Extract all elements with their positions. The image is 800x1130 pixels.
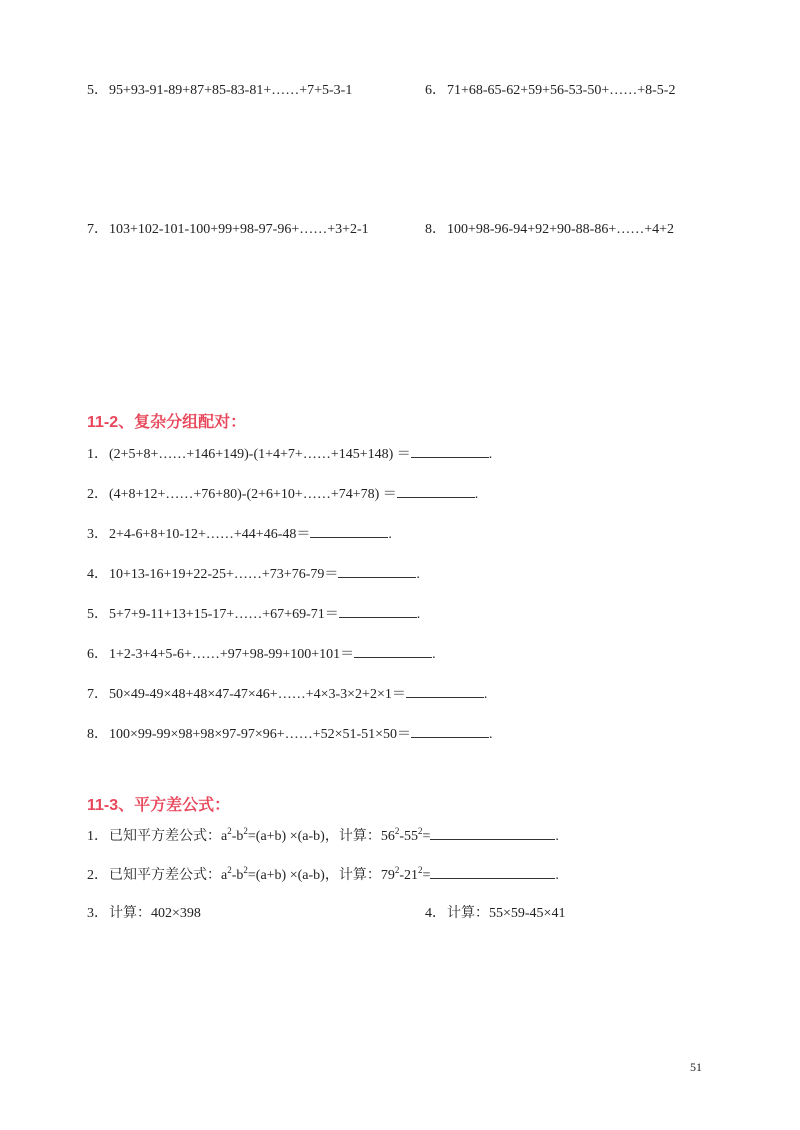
problem-text: (4+8+12+……+76+80)-(2+6+10+……+74+78) ＝ (109, 487, 397, 502)
problem-number: 6． (87, 647, 108, 662)
problem-number: 2． (87, 487, 108, 502)
problem-text: 100×99-99×98+98×97-97×96+……+52×51-51×50＝ (109, 727, 412, 742)
problem-text: 50×49-49×48+48×47-47×46+……+4×3-3×2+2×1＝ (109, 687, 406, 702)
formula-rest: =(a+b) ×(a-b)，计算： (247, 829, 381, 844)
end-mark: . (489, 727, 493, 742)
problem-number: 6． (425, 83, 446, 98)
problem-7 (87, 221, 369, 239)
answer-blank[interactable] (310, 523, 388, 538)
problem-prefix: 已知平方差公式： (109, 868, 221, 883)
exponent: 2 (243, 826, 248, 836)
end-mark: . (488, 447, 493, 462)
end-mark: . (483, 687, 488, 702)
end-mark: . (416, 607, 421, 622)
calc-a: 56 (380, 829, 395, 844)
problem-number: 7． (87, 687, 108, 702)
problem-text: 71+68-65-62+59+56-53-50+……+8-5-2 (447, 83, 676, 98)
exponent: 2 (227, 826, 232, 836)
formula-a: a (221, 829, 228, 844)
problem-number: 8． (425, 222, 446, 237)
s2-problem-5 (87, 603, 420, 624)
exponent: 2 (418, 826, 423, 836)
s2-problem-6 (87, 643, 436, 664)
problem-6 (425, 82, 675, 100)
answer-blank[interactable] (411, 443, 489, 458)
exponent: 2 (243, 865, 248, 875)
s2-problem-3 (87, 523, 392, 544)
equals: = (422, 868, 431, 883)
end-mark: . (555, 868, 559, 883)
problem-number: 5． (87, 83, 108, 98)
answer-blank[interactable] (354, 643, 432, 658)
problem-8 (425, 221, 674, 239)
end-mark: . (474, 487, 479, 502)
problem-number: 4． (425, 906, 446, 921)
calc-b: -55 (399, 829, 418, 844)
problem-number: 3． (87, 527, 108, 542)
problem-text: 100+98-96-94+92+90-88-86+……+4+2 (447, 222, 675, 237)
formula-rest: =(a+b) ×(a-b)，计算： (247, 868, 381, 883)
exponent: 2 (418, 865, 423, 875)
s3-problem-4 (425, 905, 565, 923)
formula-a: a (221, 868, 228, 883)
problem-text: 2+4-6+8+10-12+……+44+46-48＝ (109, 527, 311, 542)
end-mark: . (432, 647, 436, 662)
equals: = (422, 829, 431, 844)
s3-problem-3 (87, 905, 201, 923)
exponent: 2 (227, 865, 232, 875)
problem-number: 1． (87, 447, 108, 462)
end-mark: . (555, 829, 559, 844)
problem-text: 103+102-101-100+99+98-97-96+……+3+2-1 (109, 222, 369, 237)
problem-number: 3． (87, 906, 108, 921)
answer-blank[interactable] (338, 563, 416, 578)
s2-problem-7 (87, 683, 487, 704)
s2-problem-8 (87, 723, 493, 744)
answer-blank[interactable] (430, 825, 555, 840)
problem-text: 5+7+9-11+13+15-17+……+67+69-71＝ (109, 607, 339, 622)
formula-b: -b (231, 829, 244, 844)
end-mark: . (388, 527, 392, 542)
problem-5 (87, 82, 352, 100)
s2-problem-2 (87, 483, 478, 504)
calc-a: 79 (380, 868, 395, 883)
page-number: 51 (690, 1060, 702, 1074)
formula-b: -b (231, 868, 244, 883)
problem-text: 10+13-16+19+22-25+……+73+76-79＝ (109, 567, 339, 582)
calc-b: -21 (399, 868, 418, 883)
section-heading-11-2: 11-2、复杂分组配对： (87, 414, 247, 431)
s3-problem-1 (87, 825, 559, 846)
s2-problem-4 (87, 563, 420, 584)
problem-text: 计算：402×398 (109, 906, 201, 921)
problem-text: 计算：55×59-45×41 (447, 906, 566, 921)
problem-text: 95+93-91-89+87+85-83-81+……+7+5-3-1 (109, 83, 353, 98)
problem-text: 1+2-3+4+5-6+……+97+98-99+100+101＝ (109, 647, 355, 662)
answer-blank[interactable] (339, 603, 417, 618)
problem-number: 8． (87, 727, 108, 742)
problem-number: 5． (87, 607, 108, 622)
answer-blank[interactable] (397, 483, 475, 498)
section-heading-11-3: 11-3、平方差公式： (87, 797, 231, 814)
problem-number: 4． (87, 567, 108, 582)
exponent: 2 (394, 826, 400, 836)
exponent: 2 (394, 865, 400, 875)
answer-blank[interactable] (430, 864, 555, 879)
problem-number: 2． (87, 868, 108, 883)
end-mark: . (416, 567, 420, 582)
answer-blank[interactable] (406, 683, 484, 698)
problem-number: 7． (87, 222, 108, 237)
problem-text: (2+5+8+……+146+149)-(1+4+7+……+145+148) ＝ (109, 447, 411, 462)
problem-number: 1． (87, 829, 108, 844)
answer-blank[interactable] (411, 723, 489, 738)
s3-problem-2 (87, 864, 559, 885)
problem-prefix: 已知平方差公式： (109, 829, 221, 844)
s2-problem-1 (87, 443, 492, 464)
